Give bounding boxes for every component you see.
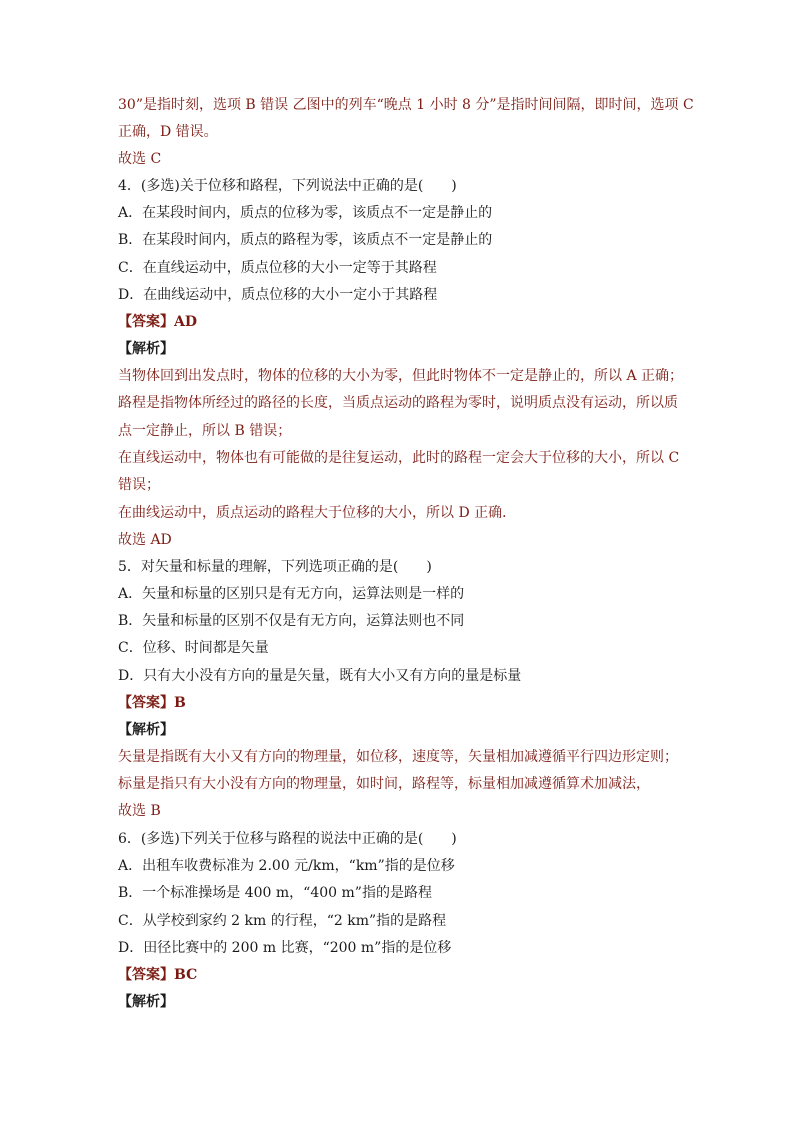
q5-analysis-line-1: 矢量是指既有大小又有方向的物理量，如位移，速度等，矢量相加减遵循平行四边形定则； bbox=[118, 749, 678, 765]
q4-analysis-line-5: 错误； bbox=[118, 477, 160, 493]
q6-option-d: D．田径比赛中的 200 m 比赛，“200 m”指的是位移 bbox=[118, 940, 452, 956]
q4-option-a: A．在某段时间内，质点的位移为零，该质点不一定是静止的 bbox=[118, 205, 493, 221]
prev-analysis-line-1: 30”是指时刻，选项 B 错误 乙图中的列车“晚点 1 小时 8 分”是指时间间隔，即时间，选项 C bbox=[118, 97, 694, 113]
q4-option-c: C．在直线运动中，质点位移的大小一定等于其路程 bbox=[118, 260, 437, 276]
q5-stem: 5．对矢量和标量的理解，下列选项正确的是( ) bbox=[118, 559, 432, 575]
q5-analysis-line-2: 标量是指只有大小没有方向的物理量，如时间，路程等，标量相加减遵循算术加减法， bbox=[118, 776, 650, 792]
q6-option-a: A．出租车收费标准为 2.00 元/km，“km”指的是位移 bbox=[118, 858, 455, 874]
q4-analysis-line-4: 在直线运动中，物体也有可能做的是往复运动，此时的路程一定会大于位移的大小，所以 C bbox=[118, 450, 680, 466]
q4-option-d: D．在曲线运动中，质点位移的大小一定小于其路程 bbox=[118, 287, 438, 303]
q4-analysis-heading: 【解析】 bbox=[118, 341, 174, 357]
q4-analysis-line-3: 点一定静止，所以 B 错误； bbox=[118, 423, 292, 439]
q4-answer: 【答案】AD bbox=[118, 314, 198, 330]
prev-analysis-line-2: 正确，D 错误。 bbox=[118, 124, 218, 140]
q5-option-c: C．位移、时间都是矢量 bbox=[118, 640, 269, 656]
q6-analysis-heading: 【解析】 bbox=[118, 994, 174, 1010]
q6-stem: 6．(多选)下列关于位移与路程的说法中正确的是( ) bbox=[118, 831, 457, 847]
q5-answer: 【答案】B bbox=[118, 695, 186, 711]
q4-conclusion: 故选 AD bbox=[118, 532, 172, 548]
q4-analysis-line-2: 路程是指物体所经过的路径的长度，当质点运动的路程为零时，说明质点没有运动，所以质 bbox=[118, 395, 678, 411]
q5-conclusion: 故选 B bbox=[118, 803, 161, 819]
q4-analysis-line-1: 当物体回到出发点时，物体的位移的大小为零，但此时物体不一定是静止的，所以 A 正确； bbox=[118, 368, 684, 384]
q6-answer: 【答案】BC bbox=[118, 967, 198, 983]
q5-option-a: A．矢量和标量的区别只是有无方向，运算法则是一样的 bbox=[118, 586, 465, 602]
q6-option-c: C．从学校到家约 2 km 的行程，“2 km”指的是路程 bbox=[118, 913, 447, 929]
q5-option-d: D．只有大小没有方向的量是矢量，既有大小又有方向的量是标量 bbox=[118, 668, 522, 684]
q4-stem: 4．(多选)关于位移和路程，下列说法中正确的是( ) bbox=[118, 178, 457, 194]
q5-analysis-heading: 【解析】 bbox=[118, 722, 174, 738]
q4-analysis-line-6: 在曲线运动中，质点运动的路程大于位移的大小，所以 D 正确． bbox=[118, 505, 517, 521]
q6-option-b: B．一个标准操场是 400 m，“400 m”指的是路程 bbox=[118, 885, 432, 901]
q4-option-b: B．在某段时间内，质点的路程为零，该质点不一定是静止的 bbox=[118, 232, 493, 248]
prev-conclusion: 故选 C bbox=[118, 151, 162, 167]
q5-option-b: B．矢量和标量的区别不仅是有无方向，运算法则也不同 bbox=[118, 613, 465, 629]
